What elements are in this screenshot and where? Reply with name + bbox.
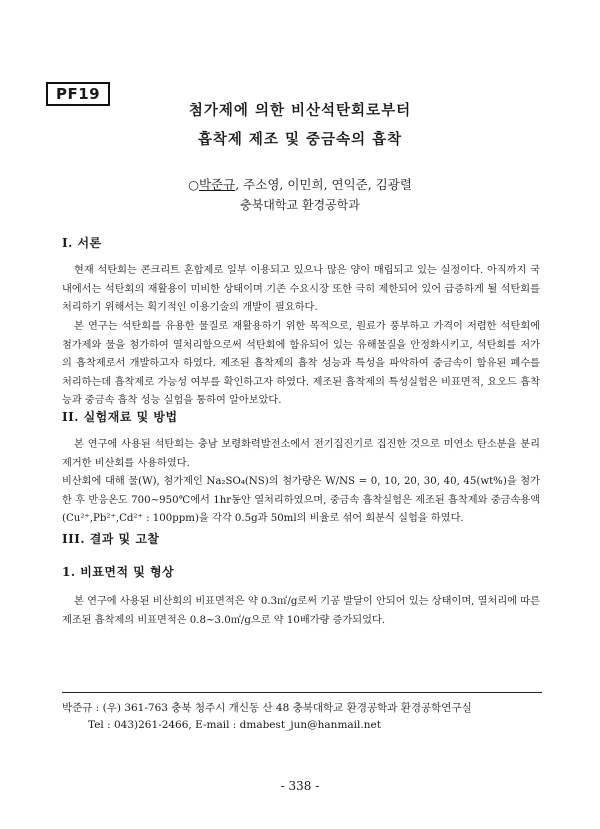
- section-heading-methods: II. 실험재료 및 방법: [62, 410, 178, 424]
- methods-paragraph-2: 비산회에 대해 물(W), 첨가제인 Na₂SO₄(NS)의 첨가량은 W/NS = 0, 10, 20, 30, 40, 45(wt%)을 첨가한 후 반응온도 700~950℃에서 1hr동안 열처리하였으며, 중금속 흡착실험은 제조된 흡착제와 중금속용액(Cu²⁺,Pb²⁺,Cd²⁺ : 100ppm)을 각각 0.5g과 50ml의 비율로 섞어 회분식 실험을 하였다.: [62, 476, 540, 525]
- intro-paragraph-1: 현재 석탄회는 콘크리트 혼합제로 일부 이용되고 있으나 많은 양이 매립되고 있는 실정이다. 아직까지 국내에서는 석탄회의 재활용이 미비한 상태이며 기존 수요시장 또한 극히 제한되어 있어 급증하게 될 석탄회를 처리하기 위해서는 획기적인 이용기술의 개발이 필요하다.: [62, 265, 540, 314]
- presenter-name: 박준규: [198, 177, 236, 192]
- title-line-1: 첨가제에 의한 비산석탄회로부터: [188, 102, 412, 119]
- footer-divider: [62, 692, 542, 693]
- page-number: - 338 -: [280, 779, 320, 793]
- footer-contact: Tel : 043)261-2466, E-mail : dmabest_jun@hanmail.net: [88, 719, 381, 731]
- coauthors: , 주소영, 이민희, 연익준, 김광렬: [235, 177, 412, 192]
- section-heading-results: III. 결과 및 고찰: [62, 532, 160, 546]
- subsection-heading-surface-area: 1. 비표면적 및 형상: [62, 565, 175, 579]
- author-list: [0, 175, 600, 193]
- title-line-2: 흡착제 제조 및 중금속의 흡착: [197, 131, 403, 148]
- presenter-mark: ○: [188, 177, 199, 192]
- affiliation: 충북대학교 환경공학과: [240, 198, 360, 212]
- session-tag: PF19: [46, 82, 110, 106]
- section-heading-intro: I. 서론: [62, 236, 102, 250]
- footer-address: 박준규 : (우) 361-763 충북 청주시 개신동 산 48 충북대학교 환경공학과 환경공학연구실: [62, 702, 472, 714]
- intro-paragraph-2: 본 연구는 석탄회를 유용한 물질로 재활용하기 위한 목적으로, 원료가 풍부하고 가격이 저렴한 석탄회에 첨가제와 물을 첨가하여 열처리함으로써 석탄회에 함유되어 있는 유해물질을 안정화시키고, 석탄회를 저가의 흡착제로서 개발하고자 하였다. 제조된 흡착제의 흡착 성능과 특성을 파악하여 중금속이 함유된 폐수를 처리하는데 흡착제로 가능성 여부를 확인하고자 하였다. 제조된 흡착제의 특성실험은 비표면적, 요오드 흡착능과 중금속 흡착 성능 실험을 통하여 알아보았다.: [62, 321, 540, 407]
- results-paragraph-1: 본 연구에 사용된 비산회의 비표면적은 약 0.3㎡/g로써 기공 발달이 안되어 있는 상태이며, 열처리에 따른 제조된 흡착제의 비표면적은 0.8~3.0㎡/g으로 약 10배가량 증가되었다.: [62, 596, 540, 626]
- methods-paragraph-1: 본 연구에 사용된 석탄회는 충남 보령화력발전소에서 전기집진기로 집진한 것으로 미연소 탄소분을 분리 제거한 비산회를 사용하였다.: [62, 439, 540, 469]
